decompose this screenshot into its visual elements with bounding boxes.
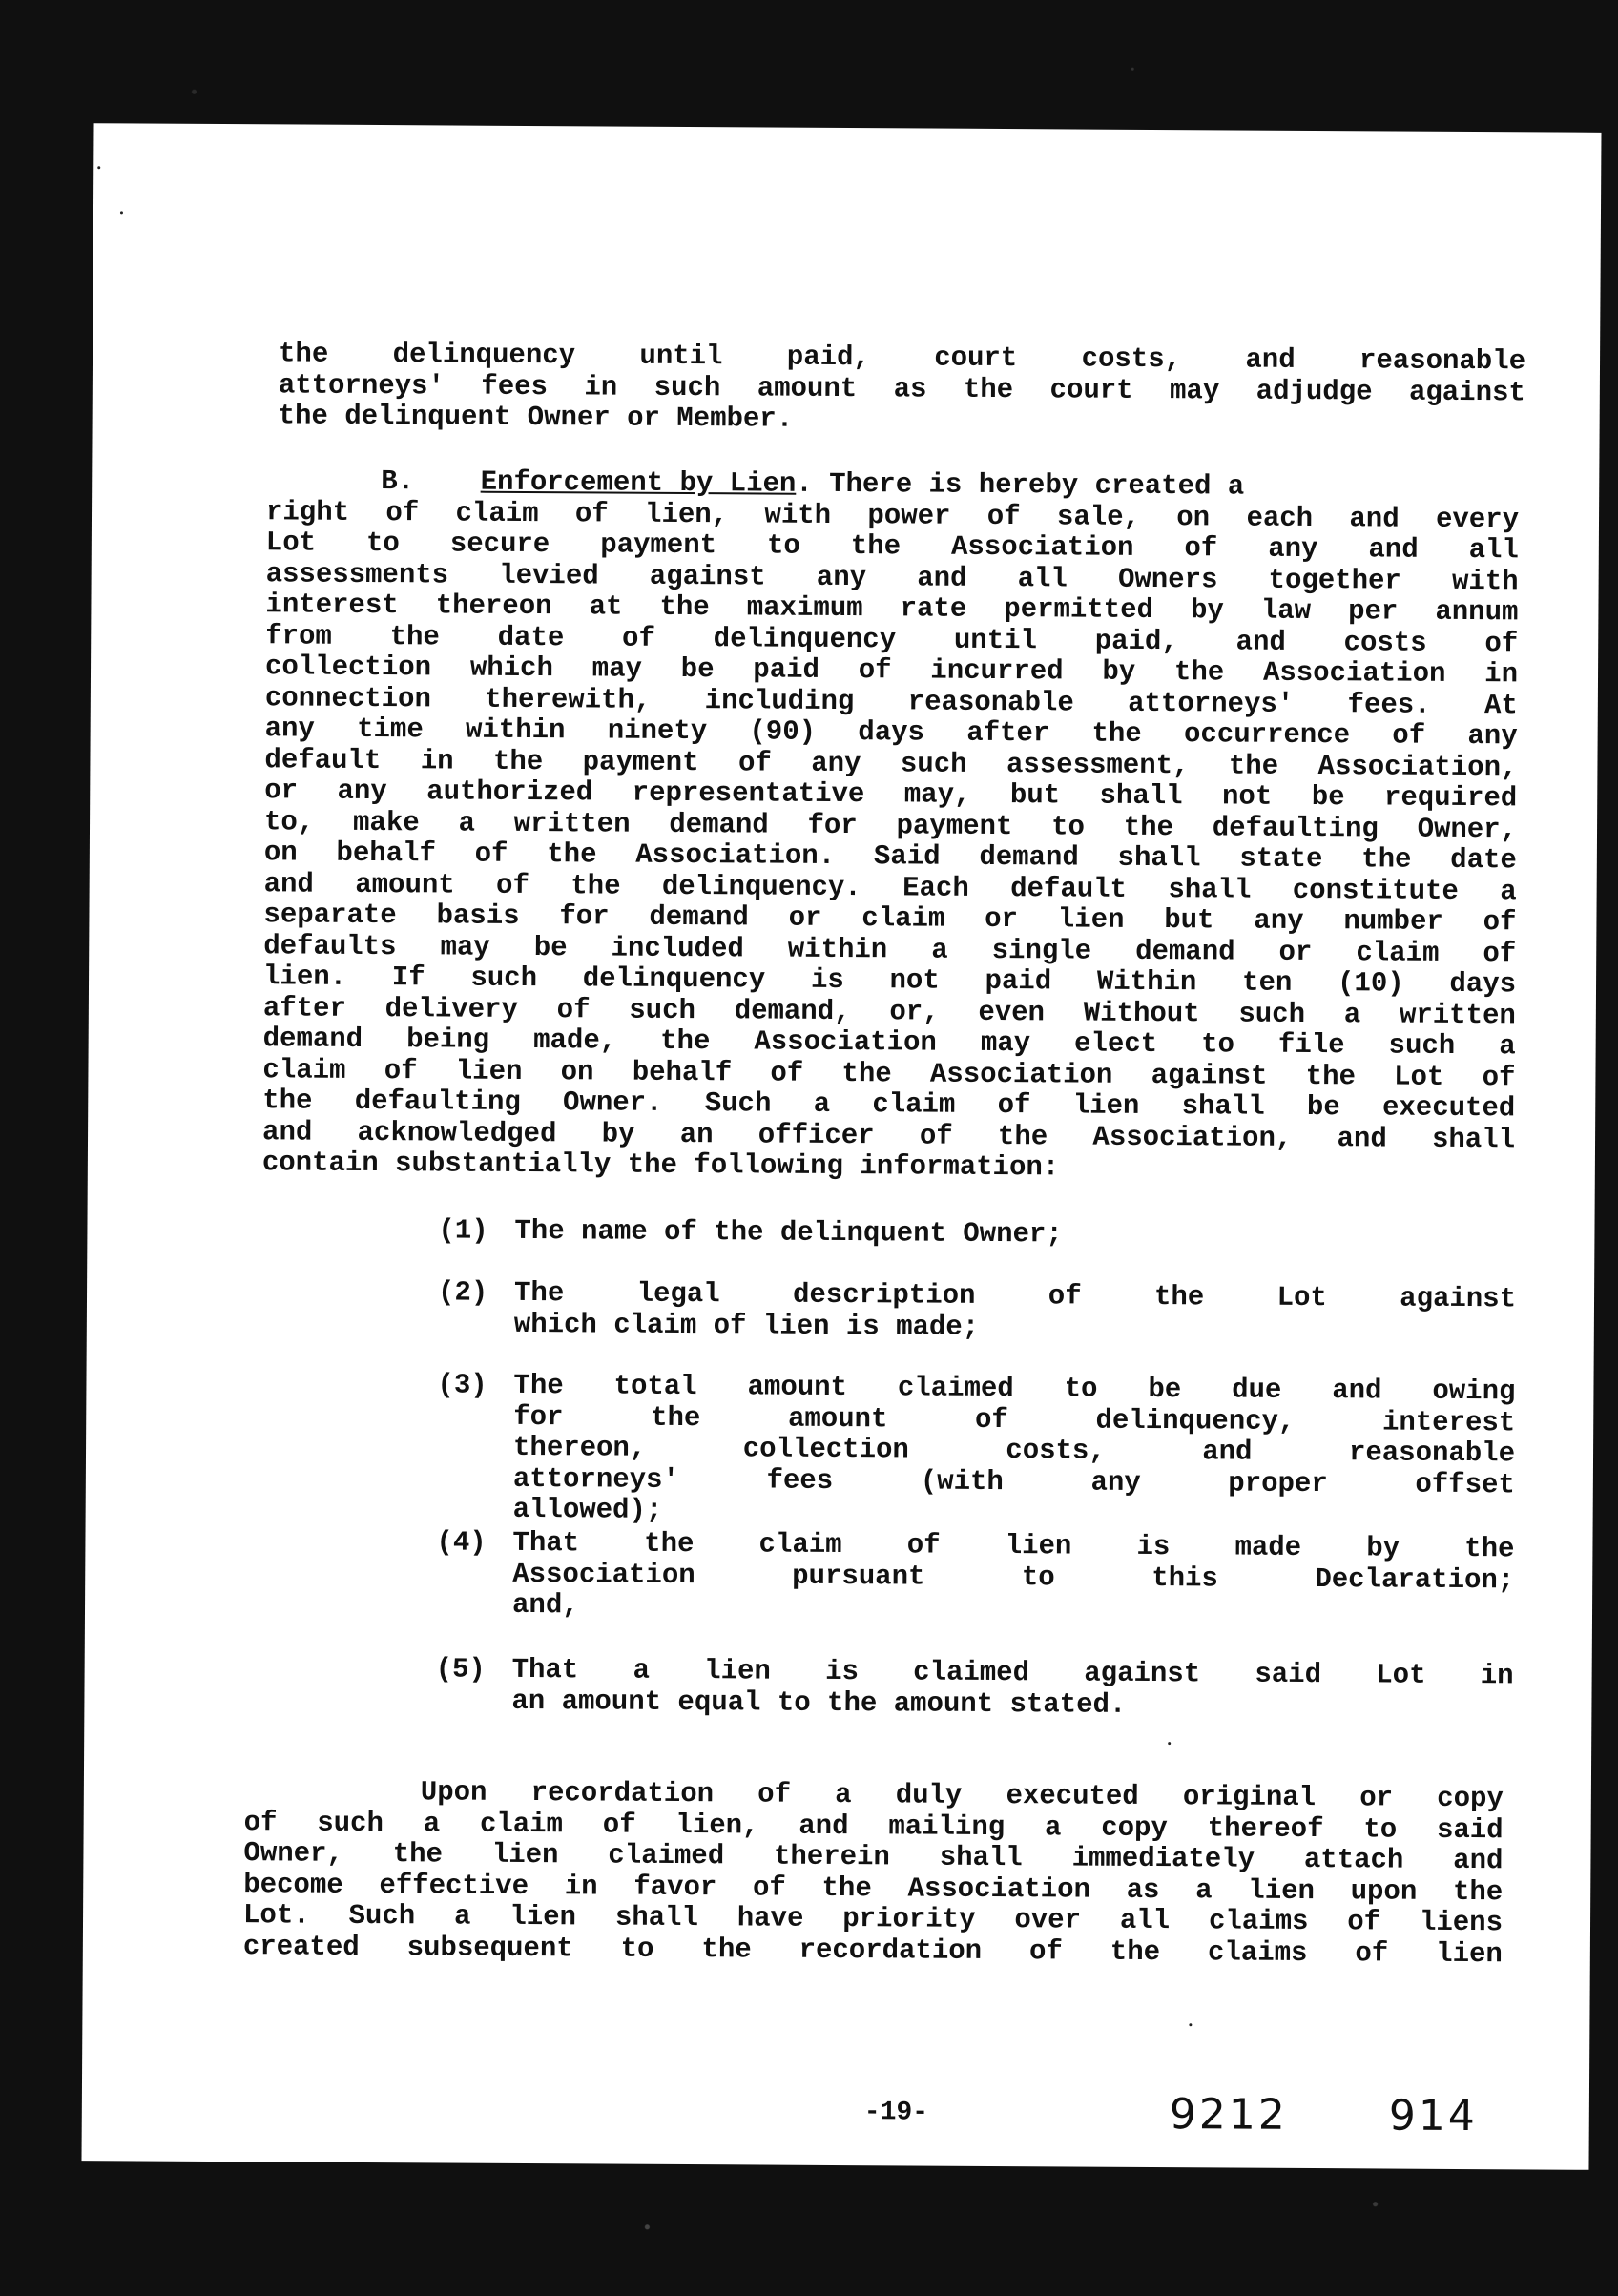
scan-speck (1168, 1742, 1171, 1745)
section-b-first-line-rest: . There is hereby created a (796, 467, 1245, 503)
text-line: an amount equal to the amount stated. (511, 1685, 1127, 1721)
text-line: become effective in favor of the Association as a lien upon the (243, 1868, 1504, 1908)
text-line: separate basis for demand or claim or lien but any number of (263, 899, 1517, 939)
text-line: collection which may be paid of incurred by the Association in (264, 651, 1519, 691)
text-line: and acknowledged by an officer of the Association, and shall (261, 1115, 1516, 1155)
text-line: connection therewith, including reasonable attorneys' fees. At (264, 681, 1518, 721)
text-line: and amount of the delinquency. Each default shall constitute a (263, 867, 1517, 907)
text-line: for the amount of delinquency, interest (513, 1400, 1516, 1438)
text-line: or any authorized representative may, but shall not be required (264, 775, 1518, 815)
text-line: after delivery of such demand, or, even Without such a written (262, 991, 1516, 1031)
text-line: from the date of delinquency until paid, and costs of (265, 619, 1519, 659)
text-line: attorneys' fees (with any proper offset (512, 1462, 1515, 1500)
text-line: Owner, the lien claimed therein shall immediately attach and (243, 1837, 1504, 1877)
list-item (438, 1214, 1516, 1253)
scan-speck (1189, 2023, 1192, 2026)
text-line: to, make a written demand for payment to the defaulting Owner, (263, 805, 1518, 845)
text-line: allowed); (512, 1493, 663, 1526)
text-line: attorneys' fees in such amount as the court may adjudge against (278, 368, 1525, 408)
text-line: assessments levied against any and all Owners together with (265, 557, 1519, 597)
list-item-number: (2) (437, 1276, 488, 1309)
list-item-number: (3) (437, 1369, 487, 1401)
section-label: B. (381, 465, 415, 498)
text-line: Association pursuant to this Declaration; (512, 1558, 1515, 1596)
page-number: -19- (863, 2098, 929, 2128)
text-line: the defaulting Owner. Such a claim of lien shall be executed (262, 1085, 1516, 1125)
text-line: on behalf of the Association. Said demand shall state the date (263, 837, 1517, 877)
text-line: and, (511, 1588, 579, 1622)
text-line: That a lien is claimed against said Lot in (511, 1653, 1514, 1692)
text-line: the delinquency until paid, court costs, and reasonable (278, 338, 1526, 378)
text-line: right of claim of lien, with power of sale, on each and every (265, 495, 1520, 535)
paragraph-intro (279, 339, 1526, 439)
text-line: The legal description of the Lot against (513, 1276, 1517, 1315)
text-line: claim of lien on behalf of the Association against the Lot of (262, 1053, 1516, 1093)
text-line: created subsequent to the recordation of the claims of lien (242, 1930, 1503, 1970)
text-line: interest thereon at the maximum rate permitted by law per annum (265, 589, 1519, 629)
text-line: Lot to secure payment to the Association of any and all (265, 527, 1519, 567)
document-stamp-number: 9212 (1169, 2090, 1288, 2140)
text-line: The name of the delinquent Owner; (514, 1214, 1063, 1251)
text-line: lien. If such delinquency is not paid Within ten (10) days (262, 961, 1517, 1001)
text-line: thereon, collection costs, and reasonable (512, 1431, 1516, 1470)
list-item (436, 1526, 1515, 1627)
text-line: default in the payment of any such assessment, the Association, (264, 743, 1518, 783)
text-line: Lot. Such a lien shall have priority over all claims of liens (242, 1899, 1504, 1939)
scan-speck (120, 211, 123, 214)
list-item-number: (5) (435, 1653, 486, 1686)
text-line: any time within ninety (90) days after the occurrence of any (264, 713, 1518, 753)
text-line: which claim of lien is made; (513, 1308, 980, 1343)
text-line: the delinquent Owner or Member. (278, 400, 794, 435)
list-item-number: (4) (436, 1526, 487, 1559)
text-line: demand being made, the Association may elect to file such a (262, 1023, 1516, 1063)
list-item (437, 1276, 1517, 1346)
document-page (81, 123, 1601, 2170)
text-line: contain substantially the following information: (261, 1147, 1060, 1184)
text-line: defaults may be included within a single demand or claim of (263, 929, 1517, 969)
text-line: Upon recordation of a duly executed original or copy (420, 1776, 1504, 1815)
document-stamp-number: 914 (1388, 2091, 1478, 2141)
list-item-number: (1) (438, 1214, 488, 1247)
scan-speck (97, 166, 100, 169)
list-item (437, 1369, 1516, 1532)
paragraph-upon-recordation (243, 1776, 1504, 1970)
text-line: of such a claim of lien, and mailing a copy thereof to said (243, 1806, 1504, 1846)
text-line: That the claim of lien is made by the (512, 1526, 1515, 1565)
paragraph-section-b (262, 465, 1520, 1187)
section-heading: Enforcement by Lien (480, 465, 797, 500)
text-line: The total amount claimed to be due and owing (513, 1369, 1516, 1408)
list-item (435, 1653, 1514, 1723)
